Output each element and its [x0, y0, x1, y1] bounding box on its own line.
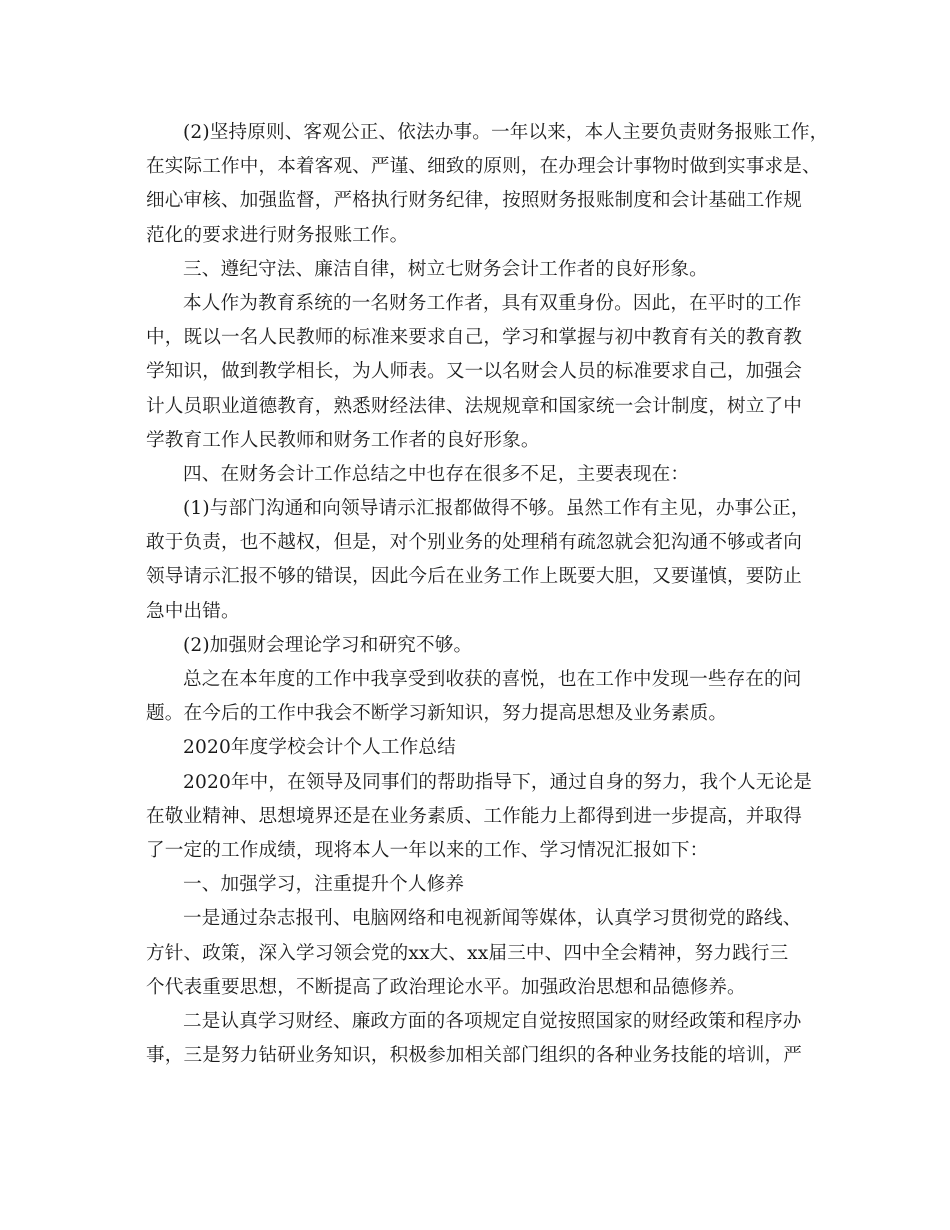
- paragraph-line: 领导请示汇报不够的错误，因此今后在业务工作上既要大胆，又要谨慎，要防止: [146, 566, 803, 588]
- paragraph-first-line: 本人作为教育系统的一名财务工作者，具有双重身份。因此，在平时的工作: [183, 292, 802, 314]
- paragraph-line: 在敬业精神、思想境界还是在业务素质、工作能力上都得到进一步提高，并取得: [146, 805, 803, 827]
- paragraph-first-line: 一、加强学习，注重提升个人修养: [183, 874, 465, 896]
- paragraph-line: 急中出错。: [146, 600, 240, 622]
- paragraph-first-line: 三、遵纪守法、廉洁自律，树立七财务会计工作者的良好形象。: [183, 258, 708, 280]
- paragraph-line: 计人员职业道德教育，熟悉财经法律、法规规章和国家统一会计制度，树立了中: [146, 395, 803, 417]
- paragraph-line: 敢于负责，也不越权，但是，对个别业务的处理稍有疏忽就会犯沟通不够或者向: [146, 532, 803, 554]
- paragraph-first-line: 2020年度学校会计个人工作总结: [183, 737, 456, 759]
- paragraph-first-line: (1)与部门沟通和向领导请示汇报都做得不够。虽然工作有主见，办事公正，: [183, 498, 810, 520]
- paragraph-line: 在实际工作中，本着客观、严谨、细致的原则，在办理会计事物时做到实事求是、: [146, 156, 821, 178]
- paragraph-first-line: 总之在本年度的工作中我享受到收获的喜悦，也在工作中发现一些存在的问: [183, 669, 802, 690]
- paragraph-line: 学知识，做到教学相长，为人师表。又一以名财会人员的标准要求自己，加强会: [146, 361, 803, 383]
- paragraph-line: 学教育工作人民教师和财务工作者的良好形象。: [146, 429, 540, 451]
- paragraph-line: 中，既以一名人民教师的标准来要求自己，学习和掌握与初中教育有关的教育教: [146, 327, 803, 349]
- paragraph-line: 了一定的工作成绩，现将本人一年以来的工作、学习情况汇报如下：: [146, 839, 709, 861]
- paragraph-line: 范化的要求进行财务报账工作。: [146, 224, 409, 246]
- document-body: [146, 116, 829, 1073]
- paragraph-first-line: 二是认真学习财经、廉政方面的各项规定自觉按照国家的财经政策和程序办: [183, 1010, 802, 1032]
- paragraph-first-line: (2)加强财会理论学习和研究不够。: [183, 634, 473, 656]
- paragraph-line: 方针、政策，深入学习领会党的xx大、xx届三中、四中全会精神，努力践行三: [146, 942, 789, 964]
- paragraph-line: 事，三是努力钻研业务知识，积极参加相关部门组织的各种业务技能的培训，严: [146, 1045, 803, 1067]
- paragraph-line: 题。在今后的工作中我会不断学习新知识，努力提高思想及业务素质。: [146, 703, 728, 725]
- paragraph-first-line: (2)坚持原则、客观公正、依法办事。一年以来，本人主要负责财务报账工作，: [183, 122, 829, 143]
- paragraph-line: 个代表重要思想，不断提高了政治理论水平。加强政治思想和品德修养。: [146, 976, 746, 998]
- paragraph-first-line: 2020年中，在领导及同事们的帮助指导下，通过自身的努力，我个人无论是: [183, 771, 812, 793]
- paragraph-line: 细心审核、加强监督，严格执行财务纪律，按照财务报账制度和会计基础工作规: [146, 190, 803, 212]
- paragraph-first-line: 四、在财务会计工作总结之中也存在很多不足，主要表现在：: [183, 463, 690, 485]
- paragraph-first-line: 一是通过杂志报刊、电脑网络和电视新闻等媒体，认真学习贯彻党的路线、: [183, 908, 802, 930]
